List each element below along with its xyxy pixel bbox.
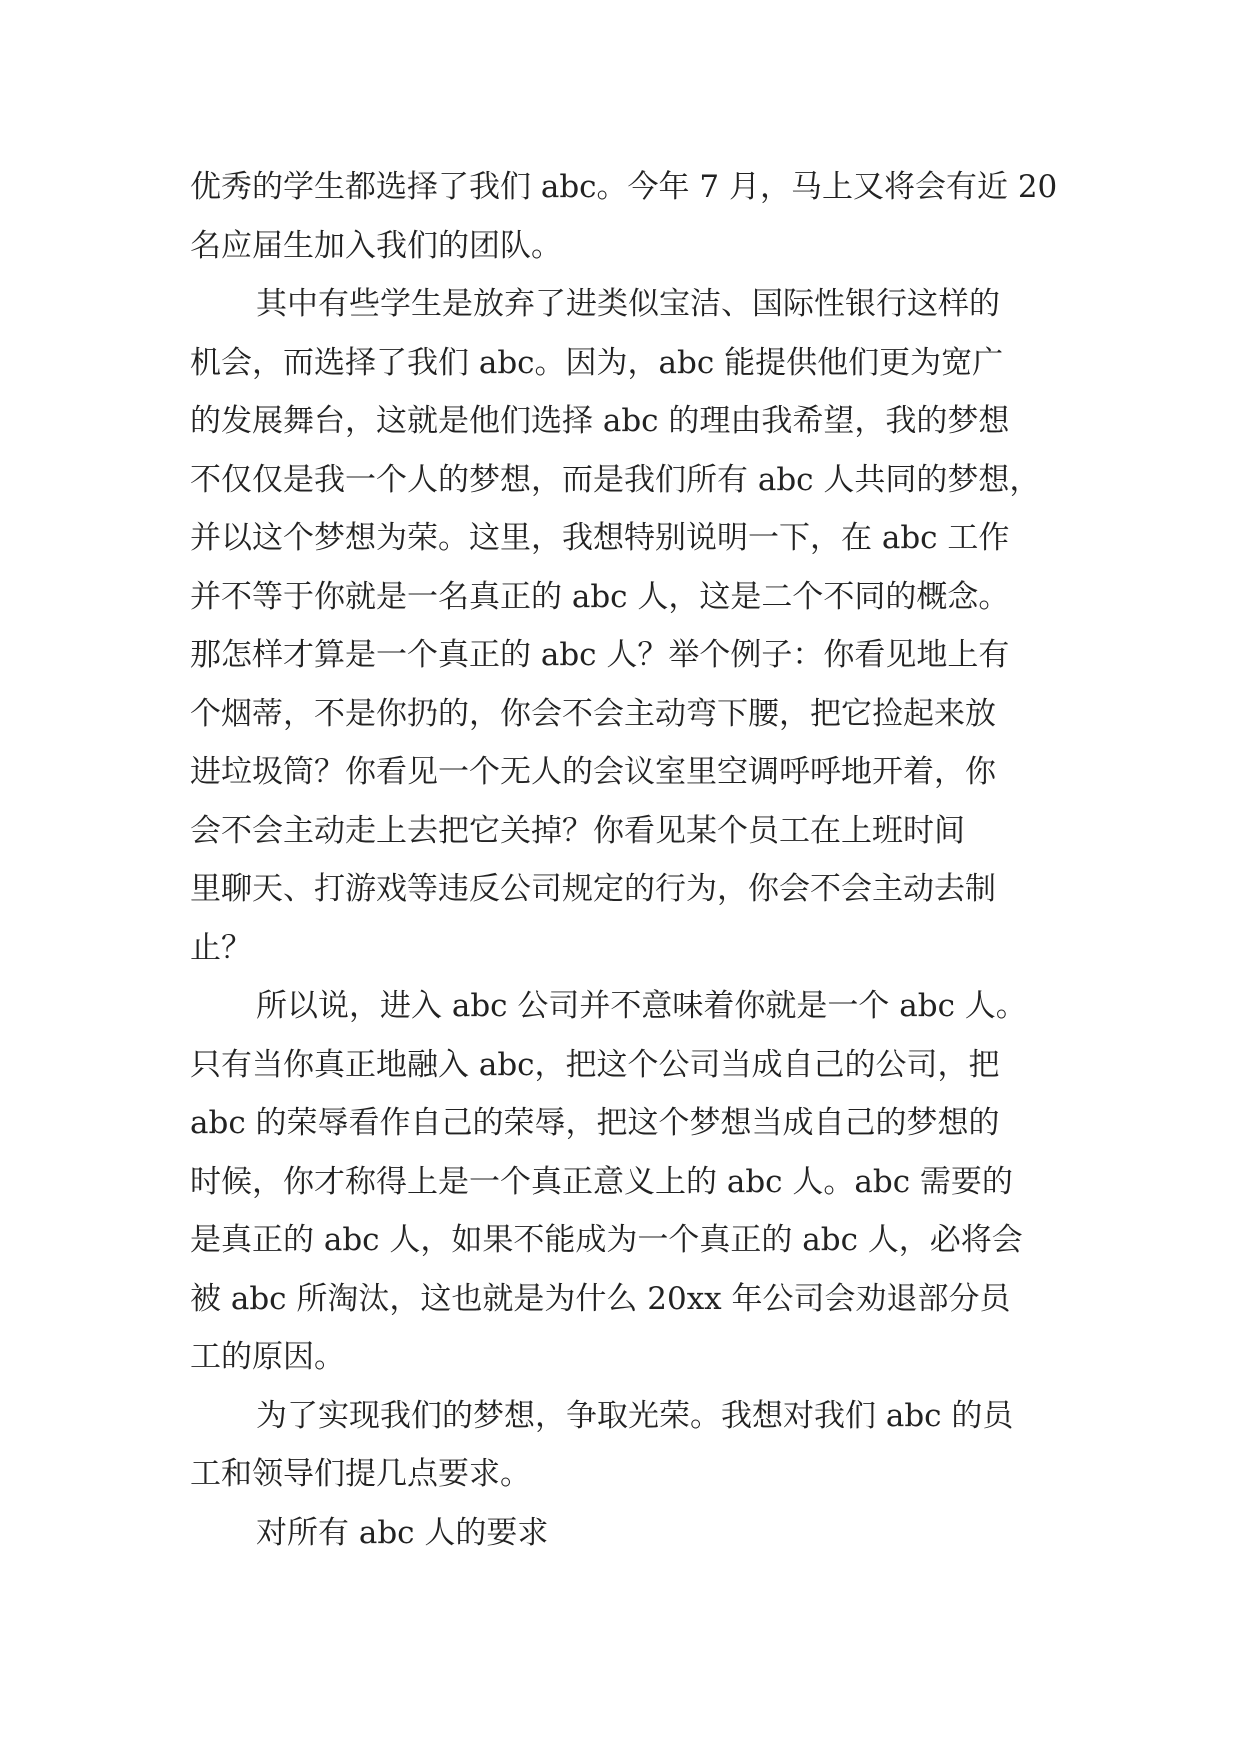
- text-line: 时候，你才称得上是一个真正意义上的 abc 人。abc 需要的: [190, 1163, 1013, 1200]
- text-line: 并不等于你就是一名真正的 abc 人，这是二个不同的概念。: [190, 578, 1010, 615]
- text-line: 被 abc 所淘汰，这也就是为什么 20xx 年公司会劝退部分员: [190, 1280, 1011, 1317]
- text-line: 是真正的 abc 人，如果不能成为一个真正的 abc 人，必将会: [190, 1222, 1023, 1258]
- text-line: 个烟蒂，不是你扔的，你会不会主动弯下腰，把它捡起来放: [190, 695, 996, 732]
- text-line: 机会，而选择了我们 abc。因为，abc 能提供他们更为宽广: [190, 344, 1004, 381]
- text-line: 工和领导们提几点要求。: [190, 1456, 531, 1492]
- text-line: 工的原因。: [190, 1339, 345, 1375]
- text-line: 的发展舞台，这就是他们选择 abc 的理由我希望，我的梦想: [190, 403, 1010, 439]
- document-body: [190, 158, 1070, 1562]
- text-line: 那怎样才算是一个真正的 abc 人？举个例子：你看见地上有: [190, 637, 1010, 673]
- text-line: 并以这个梦想为荣。这里，我想特别说明一下，在 abc 工作: [190, 520, 1010, 556]
- text-line: 优秀的学生都选择了我们 abc。今年 7 月，马上又将会有近 20: [190, 169, 1058, 205]
- text-line: 止？: [190, 929, 252, 966]
- text-line: 里聊天、打游戏等违反公司规定的行为，你会不会主动去制: [190, 871, 996, 907]
- text-line: 不仅仅是我一个人的梦想，而是我们所有 abc 人共同的梦想，: [190, 461, 1041, 498]
- text-line: abc 的荣辱看作自己的荣辱，把这个梦想当成自己的梦想的: [190, 1105, 1000, 1141]
- text-line: 进垃圾筒？你看见一个无人的会议室里空调呼呼地开着，你: [190, 754, 996, 790]
- paragraph-first-line: 其中有些学生是放弃了进类似宝洁、国际性银行这样的: [256, 286, 1000, 322]
- text-line: 只有当你真正地融入 abc，把这个公司当成自己的公司，把: [190, 1046, 1000, 1083]
- paragraph-first-line: 所以说，进入 abc 公司并不意味着你就是一个 abc 人。: [256, 988, 1027, 1024]
- text-line: 会不会主动走上去把它关掉？你看见某个员工在上班时间: [190, 812, 965, 849]
- section-heading: 对所有 abc 人的要求: [256, 1514, 549, 1551]
- text-line: 名应届生加入我们的团队。: [190, 227, 562, 264]
- paragraph-first-line: 为了实现我们的梦想，争取光荣。我想对我们 abc 的员: [256, 1397, 1014, 1434]
